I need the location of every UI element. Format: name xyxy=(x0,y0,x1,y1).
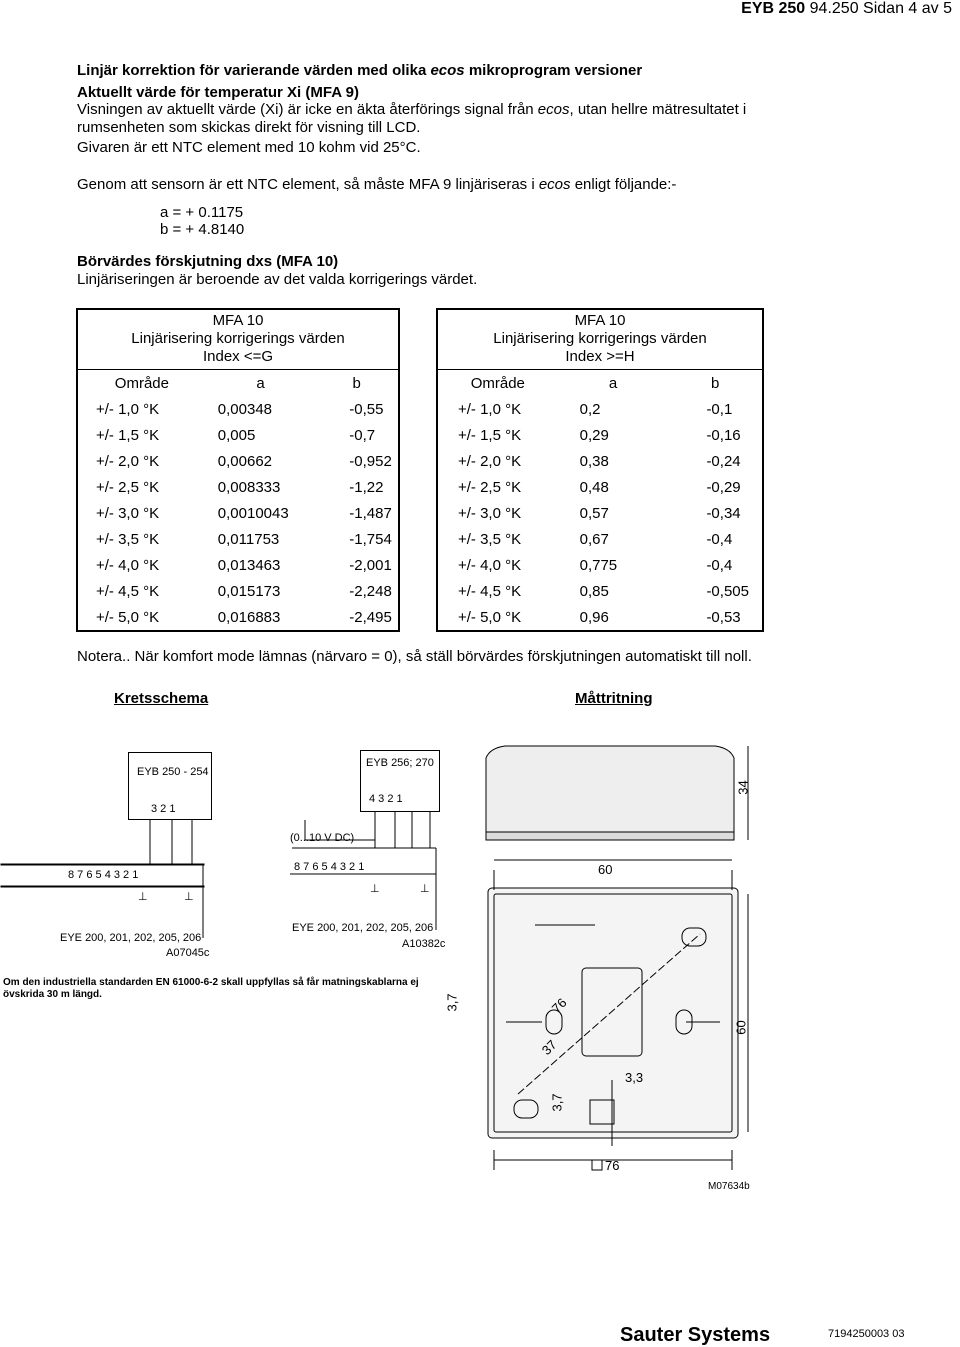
ground-symbol: ⊥ xyxy=(138,891,148,903)
range-cell: +/- 3,0 °K xyxy=(96,504,160,522)
range-cell: +/- 2,0 °K xyxy=(458,452,522,470)
a-cell: 0,96 xyxy=(579,608,609,626)
table-row xyxy=(77,396,399,422)
a-cell: 0,775 xyxy=(579,556,618,574)
range-cell: +/- 3,5 °K xyxy=(458,530,522,548)
range-cell: +/- 3,0 °K xyxy=(458,504,522,522)
dim-side-60: 60 xyxy=(733,1020,749,1035)
eye-label-right: EYE 200, 201, 202, 205, 206 xyxy=(292,922,434,934)
ecos-text: ecos xyxy=(538,176,571,193)
dim-3-3: 3,3 xyxy=(625,1070,644,1085)
eyb250-pins: 3 2 1 xyxy=(151,803,176,815)
b-cell: -0,4 xyxy=(706,530,733,548)
b-cell: -0,1 xyxy=(706,400,733,418)
col-header: a xyxy=(256,374,265,392)
eyb256-label: EYB 256; 270 xyxy=(366,757,434,769)
b-cell: -2,001 xyxy=(349,556,392,574)
a-cell: 0,00662 xyxy=(217,452,273,470)
a-cell: 0,00348 xyxy=(217,400,273,418)
range-cell: +/- 5,0 °K xyxy=(96,608,160,626)
table-row xyxy=(437,500,763,526)
table-row xyxy=(77,448,399,474)
caption-line: Index >=H xyxy=(565,348,635,365)
dim-37-diagonal: 37 xyxy=(538,1037,560,1058)
code-left: A07045c xyxy=(166,947,210,959)
text: enligt följande:- xyxy=(570,176,677,193)
dim-height-34: 34 xyxy=(735,780,751,795)
a-cell: 0,29 xyxy=(579,426,609,444)
caption-line: MFA 10 xyxy=(574,312,626,329)
ground-symbol: ⊥ xyxy=(184,891,194,903)
a-cell: 0,67 xyxy=(579,530,609,548)
paragraph-line-4 xyxy=(77,176,676,194)
range-cell: +/- 5,0 °K xyxy=(458,608,522,626)
range-cell: +/- 1,5 °K xyxy=(458,426,522,444)
footer-doc-number: 7194250003 03 xyxy=(828,1328,905,1340)
version-label: 94.250 xyxy=(809,0,859,17)
caption-line: Index <=G xyxy=(202,348,274,365)
footer-brand: Sauter Systems xyxy=(620,1324,771,1346)
range-cell: +/- 4,0 °K xyxy=(96,556,160,574)
table-row xyxy=(77,526,399,552)
dim-width-60: 60 xyxy=(598,862,613,877)
table-row xyxy=(437,604,763,631)
caption-line: Linjärisering korrigerings värden xyxy=(131,330,345,347)
caption-line: MFA 10 xyxy=(212,312,264,329)
title-ecos: ecos xyxy=(430,62,465,79)
table-row xyxy=(437,422,763,448)
page-indicator: Sidan 4 av 5 xyxy=(863,0,952,17)
dc-label: (0...10 V DC) xyxy=(290,832,355,844)
a-cell: 0,016883 xyxy=(217,608,281,626)
table-caption-row xyxy=(437,309,763,370)
title-text: Linjär korrektion för varierande värden med olika xyxy=(77,62,431,79)
a-cell: 0,0010043 xyxy=(217,504,289,522)
a-cell: 0,005 xyxy=(217,426,256,444)
a-cell: 0,011753 xyxy=(217,530,280,548)
range-cell: +/- 4,0 °K xyxy=(458,556,522,574)
col-header: b xyxy=(352,374,361,392)
b-cell: -0,29 xyxy=(706,478,741,496)
col-header: Område xyxy=(470,374,525,392)
table-row xyxy=(77,578,399,604)
caption-line: Linjärisering korrigerings värden xyxy=(493,330,707,347)
b-cell: -0,7 xyxy=(349,426,376,444)
eyb250-box xyxy=(128,752,212,820)
paragraph-line-3: Givaren är ett NTC element med 10 kohm vid 25°C. xyxy=(77,139,421,156)
table-body xyxy=(77,396,399,631)
table-header-row xyxy=(77,370,399,397)
a-cell: 0,013463 xyxy=(217,556,281,574)
b-cell: -0,4 xyxy=(706,556,733,574)
model-label: EYB 250 xyxy=(741,0,806,17)
table-header-row xyxy=(437,370,763,397)
b-cell: -1,22 xyxy=(349,478,384,496)
b-cell: -1,754 xyxy=(349,530,392,548)
eyb256-box xyxy=(360,750,440,812)
a-cell: 0,48 xyxy=(579,478,609,496)
section-title-linear-correction xyxy=(77,62,642,79)
a-cell: 0,008333 xyxy=(217,478,281,496)
range-cell: +/- 1,0 °K xyxy=(96,400,160,418)
b-cell: -0,24 xyxy=(706,452,741,470)
dim-76-bottom: 76 xyxy=(605,1158,620,1173)
circuit-heading: Kretsschema xyxy=(114,690,209,707)
b-cell: -0,16 xyxy=(706,426,741,444)
table-row xyxy=(437,474,763,500)
device-outline xyxy=(430,740,760,1210)
table-row xyxy=(437,578,763,604)
ground-symbol: ⊥ xyxy=(420,883,430,895)
b-cell: -0,952 xyxy=(349,452,392,470)
a-cell: 0,57 xyxy=(579,504,609,522)
formula-b: b = + 4.8140 xyxy=(160,221,245,238)
mfa10-table-right xyxy=(436,308,764,632)
a-cell: 0,38 xyxy=(579,452,609,470)
table-row xyxy=(437,552,763,578)
ground-symbol: ⊥ xyxy=(370,883,380,895)
dimensions-heading: Måttritning xyxy=(575,690,653,707)
range-cell: +/- 4,5 °K xyxy=(96,582,160,600)
table-row xyxy=(77,552,399,578)
standard-note: Om den industriella standarden EN 61000-6-2 skall uppfyllas så får matningskablarna ej övskrida 30 m längd. xyxy=(3,977,419,1000)
table-row xyxy=(77,604,399,631)
eye-label-left: EYE 200, 201, 202, 205, 206 xyxy=(60,932,202,944)
table-row xyxy=(437,526,763,552)
range-cell: +/- 1,0 °K xyxy=(458,400,522,418)
text: , utan hellre mätresultatet i xyxy=(569,101,747,118)
code-right: A10382c xyxy=(402,938,446,950)
b-cell: -2,248 xyxy=(349,582,392,600)
paragraph-line-1 xyxy=(77,101,746,119)
b-cell: -1,487 xyxy=(349,504,392,522)
a-cell: 0,015173 xyxy=(217,582,281,600)
a-cell: 0,2 xyxy=(579,400,601,418)
table-body xyxy=(437,396,763,631)
table-caption xyxy=(77,309,399,370)
text: Visningen av aktuellt värde (Xi) är icke en äkta återförings signal från xyxy=(77,101,538,118)
dim-3-7-bottom: 3,7 xyxy=(549,1093,565,1112)
dim-3-7-left: 3,7 xyxy=(444,993,460,1012)
subtitle-actual-value: Aktuellt värde för temperatur Xi (MFA 9) xyxy=(77,84,359,101)
paragraph-line-2: rumsenheten som skickas direkt för visning till LCD. xyxy=(77,119,421,136)
range-cell: +/- 3,5 °K xyxy=(96,530,160,548)
ecos-text: ecos xyxy=(537,101,570,118)
left-terminal-pins: 8 7 6 5 4 3 2 1 xyxy=(68,869,139,881)
page-header xyxy=(741,0,952,18)
eyb256-pins: 4 3 2 1 xyxy=(369,793,403,805)
table-row xyxy=(437,396,763,422)
dim-76-diagonal: 76 xyxy=(548,995,570,1016)
b-cell: -0,34 xyxy=(706,504,741,522)
section-title-setpoint-shift: Börvärdes förskjutning dxs (MFA 10) xyxy=(77,253,339,270)
range-cell: +/- 2,5 °K xyxy=(96,478,160,496)
col-header: Område xyxy=(114,374,169,392)
b-cell: -2,495 xyxy=(349,608,392,626)
drawing-code: M07634b xyxy=(708,1181,750,1192)
table-row xyxy=(77,474,399,500)
col-header: b xyxy=(711,374,720,392)
text: Genom att sensorn är ett NTC element, så måste MFA 9 linjäriseras i xyxy=(77,176,539,193)
title-text-end: mikroprogram versioner xyxy=(464,62,643,79)
col-header: a xyxy=(608,374,618,392)
formula-a: a = + 0.1175 xyxy=(160,204,244,221)
range-cell: +/- 1,5 °K xyxy=(96,426,160,444)
table-row xyxy=(437,448,763,474)
table-caption xyxy=(437,309,763,370)
note-text: Notera.. När komfort mode lämnas (närvaro = 0), så ställ börvärdes förskjutningen automatiskt till noll. xyxy=(77,648,752,665)
table-row xyxy=(77,500,399,526)
range-cell: +/- 2,0 °K xyxy=(96,452,160,470)
table-row xyxy=(77,422,399,448)
b-cell: -0,53 xyxy=(706,608,741,626)
mfa10-table-left xyxy=(76,308,400,632)
range-cell: +/- 2,5 °K xyxy=(458,478,522,496)
a-cell: 0,85 xyxy=(579,582,609,600)
table-caption-row xyxy=(77,309,399,370)
b-cell: -0,55 xyxy=(349,400,384,418)
b-cell: -0,505 xyxy=(706,582,749,600)
section2-text: Linjäriseringen är beroende av det valda korrigerings värdet. xyxy=(77,271,478,288)
eyb250-label: EYB 250 - 254 xyxy=(137,766,209,778)
range-cell: +/- 4,5 °K xyxy=(458,582,522,600)
right-terminal-pins: 8 7 6 5 4 3 2 1 xyxy=(294,861,365,873)
